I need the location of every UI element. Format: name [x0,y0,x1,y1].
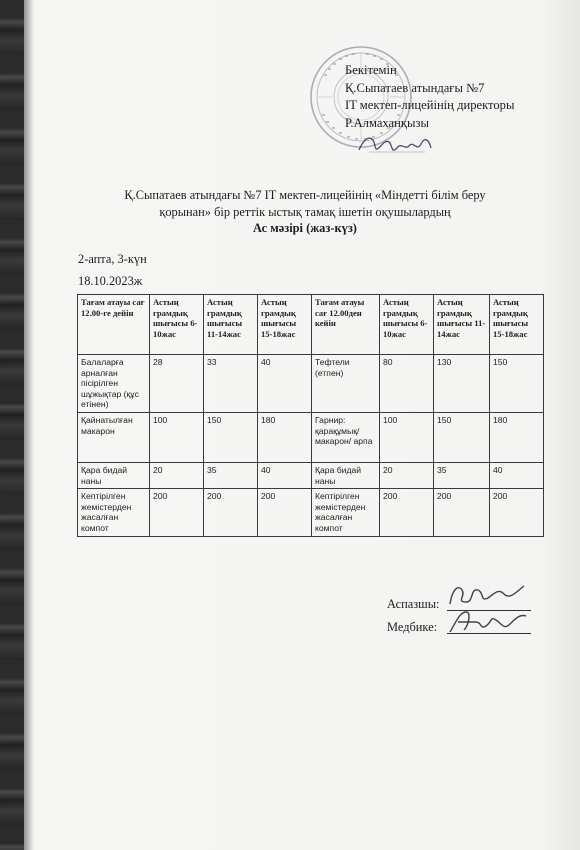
table-cell: 40 [490,463,544,489]
table-row [78,355,544,413]
table-cell: Кептірілген жемістерден жасалған компот [312,489,380,537]
table-row [78,463,544,489]
menu-heading: Ас мәзірі (жаз-күз) [253,221,357,235]
director-signature-icon [355,128,435,160]
title-line-1: Қ.Сыпатаев атындағы №7 IT мектеп-лицейінің «Міндетті білім беру [124,188,486,202]
document-title [70,187,540,237]
table-cell: 180 [258,413,312,463]
table-cell: 200 [258,489,312,537]
table-cell: 20 [380,463,434,489]
table-cell: 150 [490,355,544,413]
table-cell: Гарнир: қарақұмық/ макарон/ арпа [312,413,380,463]
approval-school: Қ.Сыпатаев атындағы №7 [345,80,485,95]
table-cell: 33 [204,355,258,413]
table-cell: 100 [380,413,434,463]
table-row [78,489,544,537]
table-cell: 35 [434,463,490,489]
table-cell: 200 [204,489,258,537]
table-cell: 100 [150,413,204,463]
table-cell: 150 [434,413,490,463]
table-cell: Қара бидай наны [78,463,150,489]
table-header-row [78,295,544,355]
header-dish-after-noon: Тағам атауы сағ 12.00ден кейін [312,295,380,355]
table-cell: 200 [490,489,544,537]
table-cell: 200 [150,489,204,537]
table-cell: 150 [204,413,258,463]
title-line-2: қорынан» бір реттік ыстық тамақ ішетін оқушылардың [159,204,451,219]
approval-heading: Бекітемін [345,63,397,77]
header-grams-11-14-pm: Астың грамдық шығысы 11-14жас [434,295,490,355]
approval-position: IT мектеп-лицейінің директоры [345,98,515,112]
menu-date: 18.10.2023ж [78,274,143,288]
table-cell: Қайнатылған макарон [78,413,150,463]
table-cell: 80 [380,355,434,413]
table-cell: 200 [380,489,434,537]
nurse-signature-icon [446,606,530,636]
table-cell: 40 [258,355,312,413]
table-cell: 28 [150,355,204,413]
table-cell: 40 [258,463,312,489]
approval-director-name: Р.Алмаханқызы [345,115,429,130]
table-cell: Балаларға арналған пісірілген шұжықтар (құс етінен) [78,355,150,413]
header-grams-11-14: Астың грамдық шығысы 11-14жас [204,295,258,355]
menu-table [77,294,544,537]
table-cell: 180 [490,413,544,463]
header-dish-before-noon: Тағам атауы сағ 12.00-ге дейін [78,295,150,355]
header-grams-6-10: Астың грамдық шығысы 6-10жас [150,295,204,355]
table-cell: 35 [204,463,258,489]
table-cell: Кептірілген жемістерден жасалған компот [78,489,150,537]
scan-edge-shadow [24,0,34,850]
nurse-signature-label: Медбике: [387,620,438,634]
table-cell: Қара бидай наны [312,463,380,489]
table-cell: Тефтели (етпен) [312,355,380,413]
scan-dark-edge [0,0,24,850]
header-grams-15-18-pm: Астың грамдық шығысы 15-18жас [490,295,544,355]
cook-signature-label: Аспазшы: [387,597,440,611]
header-grams-15-18: Астың грамдық шығысы 15-18жас [258,295,312,355]
approval-block [345,62,514,132]
table-cell: 200 [434,489,490,537]
table-cell: 20 [150,463,204,489]
week-day-label: 2-апта, 3-күн [78,252,147,266]
table-row [78,413,544,463]
header-grams-6-10-pm: Астың грамдық шығысы 6-10жас [380,295,434,355]
table-cell: 130 [434,355,490,413]
